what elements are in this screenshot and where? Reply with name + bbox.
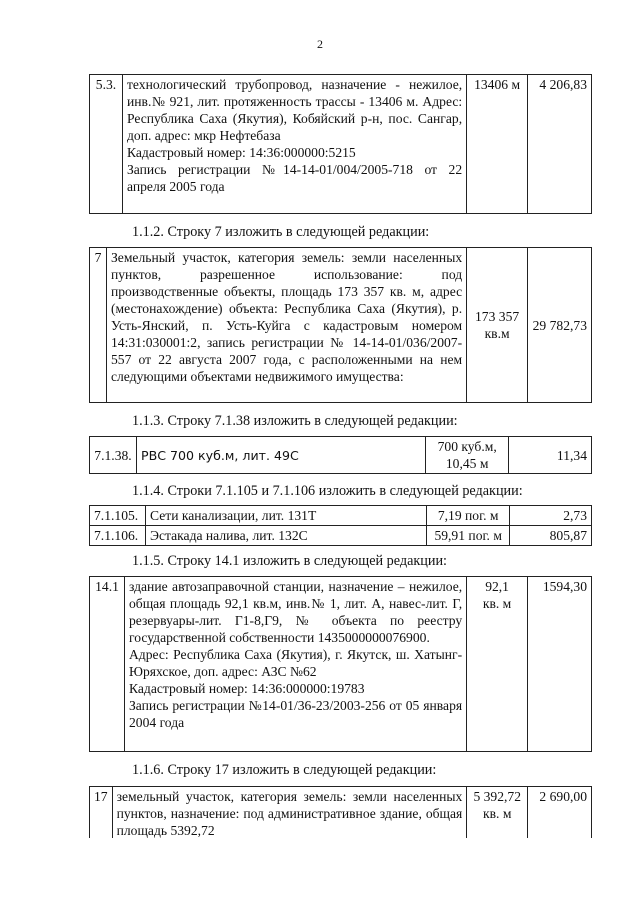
cadastral-number: Кадастровый номер: 14:36:000000:19783 [128,681,365,696]
table-rows-7-1-105-106 [89,505,592,546]
registration-record: Запись регистрации №14-01/36-23/2003-256 от 05 января 2004 года [128,698,463,730]
object-value: 29 782,73 [528,248,592,403]
object-measure: 7,19 пог. м [427,506,510,526]
table-row [90,577,592,752]
heading-1-1-3: 1.1.3. Строку 7.1.38 изложить в следующей редакции: [132,413,458,429]
object-value: 11,34 [509,437,592,474]
object-value: 2 690,00 [528,787,592,839]
measure-unit: кв. м [483,806,512,821]
measure-unit: кв. м [482,596,512,611]
table-row [90,506,592,526]
row-number: 7 [90,248,107,403]
row-number: 7.1.106. [90,526,146,546]
object-measure [426,437,509,474]
object-measure [467,577,528,752]
row-number: 7.1.105. [90,506,146,526]
object-description [124,577,466,752]
address: Адрес: Республика Саха (Якутия), г. Якутск, ш. Хатынг-Юряхское, доп. адрес: АЗС №62 [128,647,463,679]
row-number: 5.3. [90,75,123,214]
row-number: 17 [90,787,113,839]
measure-height: 10,45 м [445,456,489,471]
table-row-17 [89,786,592,838]
measure-value: 5 392,72 [473,789,522,804]
measure-unit: кв.м [484,326,510,341]
object-description: Земельный участок, категория земель: земли населенных пунктов, разрешенное использование: под производственные объекты, площадь 173 357 кв. м, адрес (местонахождение) объекта: Республика Саха (Якутия), р. Усть-Янский, п. Усть-Куйга с кадастровым номером 14:31:030001:2, запись регистрации № 14-14-01/036/2007-557 от 22 августа 2007 года, с расположенными на нем следующими объектами недвижимого имущества: [106,248,466,403]
table-row-14-1 [89,576,592,752]
table-row [90,787,592,839]
registration-record: Запись регистрации №14-14-01/004/2005-718 от 22 апреля 2005 года [126,162,463,194]
object-description: Эстакада налива, лит. 132С [145,526,426,546]
object-measure [467,248,528,403]
description-paragraph: здание автозаправочной станции, назначение – нежилое, общая площадь 92,1 кв.м, инв.№ 1, лит. А, навес-лит. Г, резервуары-лит. Г1-8,Г9, № объекта по реестру государственной собственности 1435000000076900. [128,579,463,645]
table-row [90,526,592,546]
object-value: 4 206,83 [528,75,592,214]
table-row [90,75,592,214]
object-description: земельный участок, категория земель: земли населенных пунктов, назначение: под административное здание, общая площадь 5392,72 [112,787,467,839]
row-number: 7.1.38. [90,437,137,474]
heading-1-1-4: 1.1.4. Строки 7.1.105 и 7.1.106 изложить в следующей редакции: [132,483,523,499]
object-measure: 59,91 пог. м [427,526,510,546]
object-value: 805,87 [510,526,592,546]
heading-1-1-5: 1.1.5. Строку 14.1 изложить в следующей редакции: [132,553,447,569]
measure-value: 92,1 [485,579,509,594]
table-row [90,437,592,474]
object-description: РВС 700 куб.м, лит. 49С [136,437,425,474]
object-measure: 13406 м [467,75,528,214]
table-row-7 [89,247,592,403]
object-measure [467,787,528,839]
object-value: 1594,30 [528,577,592,752]
table-row-5-3 [89,74,592,214]
object-description [122,75,466,214]
object-description: Сети канализации, лит. 131Т [145,506,426,526]
description-paragraph: технологический трубопровод, назначение - нежилое, инв.№ 921, лит. протяженность трассы - 13406 м. Адрес: Республика Саха (Якутия), Кобяйский р-н, пос. Сангар, доп. адрес: мкр Нефтебаза [126,77,463,143]
measure-value: 173 357 [474,309,520,324]
cadastral-number: Кадастровый номер: 14:36:000000:5215 [126,145,356,160]
row-number: 14.1 [90,577,125,752]
table-clip [89,786,593,838]
heading-1-1-2: 1.1.2. Строку 7 изложить в следующей редакции: [132,224,430,240]
measure-value: 700 куб.м, [437,439,497,454]
table-row [90,248,592,403]
page-number: 2 [317,37,323,51]
table-row-7-1-38 [89,436,592,474]
object-value: 2,73 [510,506,592,526]
heading-1-1-6: 1.1.6. Строку 17 изложить в следующей редакции: [132,762,437,778]
